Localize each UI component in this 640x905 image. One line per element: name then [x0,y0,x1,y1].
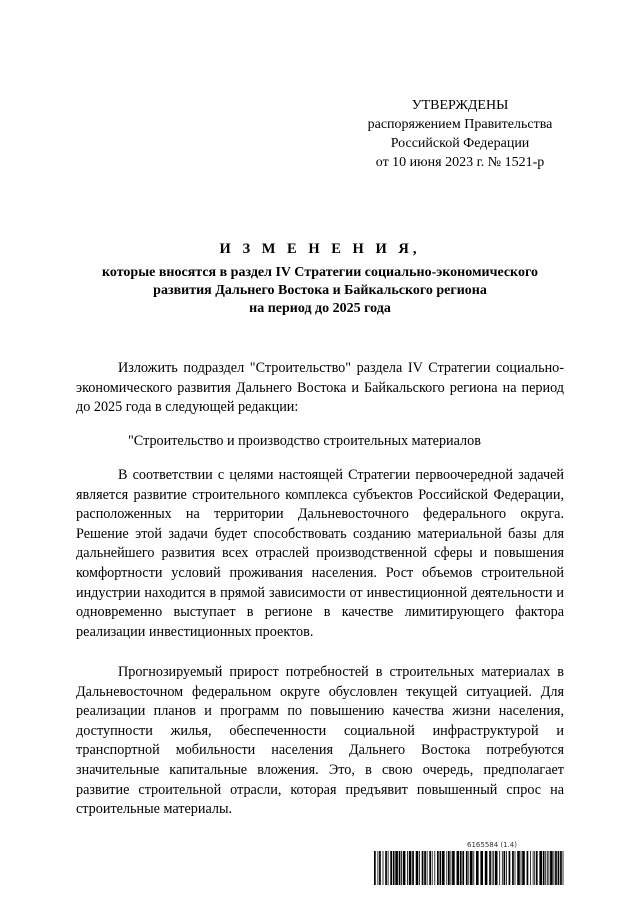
approval-country: Российской Федерации [390,136,530,151]
paragraph-goals: В соответствии с целями настоящей Стратегии первоочередной задачей является развитие строительного комплекса субъектов Российской Федерации, расположенных на территории Дальневосточного федерального округа. Решение этой задачи будет способствовать созданию материальной базы для дальнейшего развития всех отраслей производственной сферы и повышения комфортности условий проживания населения. Рост объемов строительной индустрии находится в прямой зависимости от инвестиционной деятельности и одновременно выступает в регионе в качестве лимитирующего фактора реализации инвестиционных проектов. [76,467,564,640]
approval-block [330,96,590,172]
paragraph-subsection-title: "Строительство и производство строительных материалов [128,433,481,449]
title-line-2: развития Дальнего Востока и Байкальского региона [153,283,487,298]
approval-title: УТВЕРЖДЕНЫ [411,98,509,113]
barcode-number: 6165584 (1.4) [467,841,517,849]
approval-date-number: от 10 июня 2023 г. № 1521-р [375,155,545,170]
title-line-1: которые вносятся в раздел IV Стратегии социально-экономического [102,265,538,280]
barcode-image [374,851,564,885]
title-heading: И З М Е Н Е Н И Я, [219,241,421,257]
document-title [60,240,580,318]
paragraph-forecast: Прогнозируемый прирост потребностей в строительных материалах в Дальневосточном федеральном округе обусловлен текущей ситуацией. Для реализации планов и программ по повышению качества жизни населения, доступности жилья, обеспеченности социальной инфраструктурой и транспортной мобильности населения Дальнего Востока потребуются значительные капитальные вложения. Это, в свою очередь, предполагает развитие строительной отрасли, которая предъявит повышенный спрос на строительные материалы. [76,664,564,818]
approval-issuer: распоряжением Правительства [367,117,553,132]
paragraph-intro: Изложить подраздел "Строительство" раздела IV Стратегии социально-экономического развития Дальнего Востока и Байкальского региона на период до 2025 года в следующей редакции: [76,360,564,416]
title-line-3: на период до 2025 года [249,301,391,316]
